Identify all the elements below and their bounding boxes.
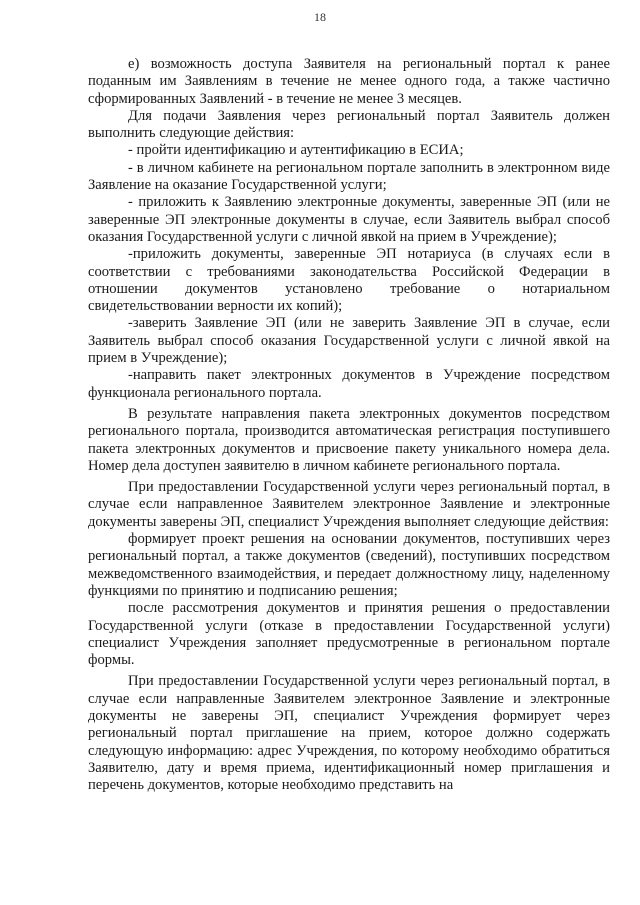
step-attach-notary-documents: -приложить документы, заверенные ЭП нотариуса (в случаях если в соответствии с требованиями законодательства Российской Федерации в отношении документов установлено требование о нотариальном свидетельствовании верности их копий); (88, 246, 610, 315)
document-body (88, 56, 610, 794)
step-attach-documents: - приложить к Заявлению электронные документы, заверенные ЭП (или не заверенные ЭП электронные документы в случае, если Заявитель выбрал способ оказания Государственной услуги с личной явкой на прием в Учреждение); (88, 194, 610, 245)
step-identification: - пройти идентификацию и аутентификацию в ЕСИА; (128, 142, 464, 159)
step-fill-application: - в личном кабинете на региональном портале заполнить в электронном виде Заявление на оказание Государственной услуги; (88, 159, 610, 194)
paragraph-registration: В результате направления пакета электронных документов посредством регионального портала, производится автоматическая регистрация поступившего пакета электронных документов и присвоение пакету уникального номера дела. Номер дела доступен заявителю в личном кабинете регионального портала. (88, 405, 610, 474)
paragraph-after-review: после рассмотрения документов и принятия решения о предоставлении Государственной услуги (отказе в предоставлении Государственной услуги) специалист Учреждения заполняет предусмотренные в региональном портале формы. (88, 600, 610, 669)
paragraph-unsigned-case: При предоставлении Государственной услуги через региональный портал, в случае если направленные Заявителем электронное Заявление и электронные документы не заверены ЭП, специалист Учреждения формирует через региональный портал приглашение на прием, которое должно содержать следующую информацию: адрес Учреждения, по которому необходимо обратиться Заявителю, дату и время приема, идентификационный номер приглашения и перечень документов, которые необходимо представить на (88, 673, 610, 794)
paragraph-access-period: е) возможность доступа Заявителя на региональный портал к ранее поданным им Заявлениям в течение не менее одного года, а также частично сформированных Заявлений - в течение не менее 3 месяцев. (88, 56, 610, 107)
paragraph-signed-case: При предоставлении Государственной услуги через региональный портал, в случае если направленное Заявителем электронное Заявление и электронные документы заверены ЭП, специалист Учреждения выполняет следующие действия: (88, 479, 610, 530)
step-send-package: -направить пакет электронных документов в Учреждение посредством функционала регионального портала. (88, 367, 610, 401)
page-number: 18 (314, 10, 326, 24)
step-sign-application: -заверить Заявление ЭП (или не заверить Заявление ЭП в случае, если Заявитель выбрал способ оказания Государственной услуги с личной явкой на прием в Учреждение); (88, 315, 610, 367)
paragraph-submission-steps-intro: Для подачи Заявления через региональный портал Заявитель должен выполнить следующие действия: (88, 107, 610, 142)
paragraph-draft-decision: формирует проект решения на основании документов, поступивших через региональный портал, а также документов (сведений), поступивших посредством межведомственного взаимодействия, и передает должностному лицу, наделенному функциями по принятию и подписанию решения; (88, 531, 610, 599)
